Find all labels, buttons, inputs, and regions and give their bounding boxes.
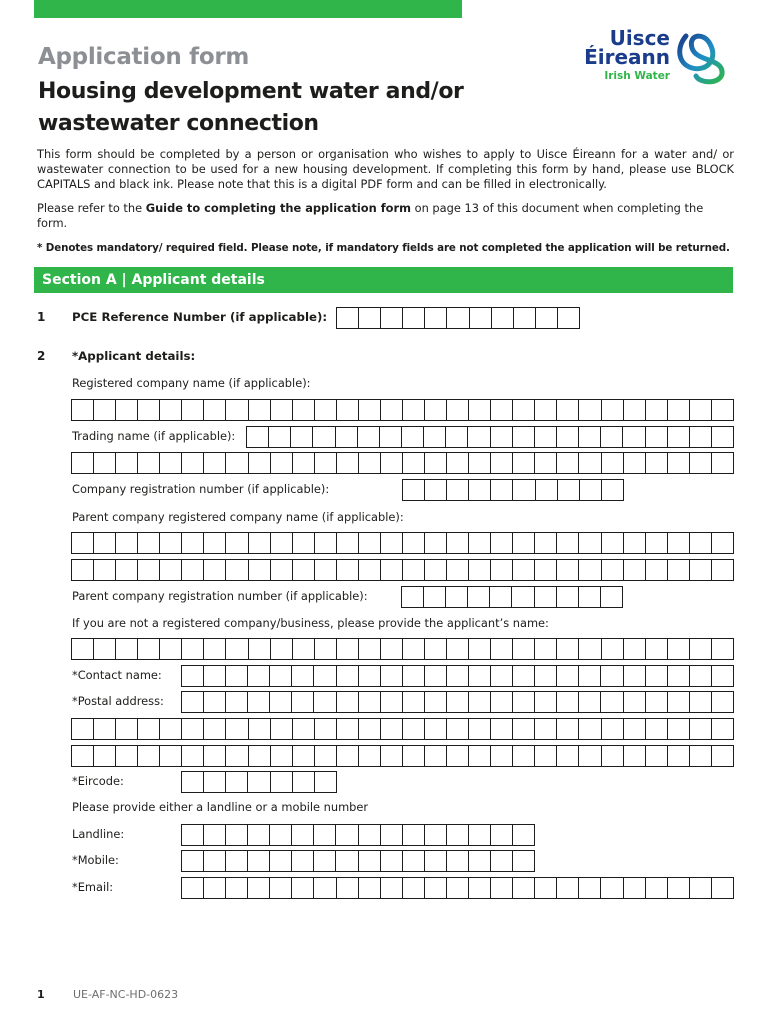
section-a-header: Section A | Applicant details <box>34 267 733 293</box>
guide-link: Guide to completing the application form <box>145 201 411 215</box>
form-title: Application form <box>38 44 250 70</box>
landline-label: Landline: <box>72 827 125 841</box>
parent-company-reg-number-input[interactable] <box>401 586 623 608</box>
contact-name-input[interactable] <box>181 665 734 687</box>
trading-name-label: Trading name (if applicable): <box>72 429 236 443</box>
email-input[interactable] <box>181 877 734 899</box>
form-subtitle: Housing development water and/or wastewater connection <box>38 79 464 136</box>
postal-address-input-row-2[interactable] <box>71 718 734 740</box>
intro-paragraph: This form should be completed by a person or organisation who wishes to apply to Uisce Éireann for a water and/ or wastewater connection to be used for a new housing development. If completing this form by hand, please use BLOCK CAPITALS and black ink. Please note that this is a digital PDF form and can be filled in electronically. <box>37 147 734 191</box>
postal-address-input-row-1[interactable] <box>181 691 734 713</box>
eircode-input[interactable] <box>181 771 337 793</box>
refer-post: on page 13 of this document when completing the form. <box>37 201 704 230</box>
water-ribbon-icon <box>674 28 734 86</box>
eircode-label: *Eircode: <box>72 774 124 788</box>
logo-word-eireann: Éireann <box>584 45 670 69</box>
contact-name-label: *Contact name: <box>72 668 162 682</box>
registered-company-label: Registered company name (if applicable): <box>72 376 311 390</box>
registered-company-input[interactable] <box>71 399 734 421</box>
pce-reference-label: PCE Reference Number (if applicable): <box>72 310 328 324</box>
mobile-label: *Mobile: <box>72 853 119 867</box>
phone-instruction: Please provide either a landline or a mobile number <box>72 800 369 814</box>
guide-reference <box>37 201 734 231</box>
parent-company-name-label: Parent company registered company name (if applicable): <box>72 510 404 524</box>
landline-input[interactable] <box>181 824 535 846</box>
applicant-name-input[interactable] <box>71 638 734 660</box>
logo-word-irish-water: Irish Water <box>604 70 670 82</box>
mobile-input[interactable] <box>181 850 535 872</box>
top-accent-bar <box>34 0 462 18</box>
pce-reference-input[interactable] <box>336 307 580 329</box>
email-label: *Email: <box>72 880 114 894</box>
mandatory-note: * Denotes mandatory/ required field. Please note, if mandatory fields are not completed the application will be returned. <box>37 242 730 254</box>
refer-pre: Please refer to the <box>37 201 146 215</box>
parent-company-name-input-row-2[interactable] <box>71 559 734 581</box>
company-reg-number-input[interactable] <box>402 479 624 501</box>
applicant-name-instruction: If you are not a registered company/business, please provide the applicant’s name: <box>72 616 549 630</box>
trading-name-input-row-2[interactable] <box>71 452 734 474</box>
uisce-eireann-logo <box>580 28 740 88</box>
document-code: UE-AF-NC-HD-0623 <box>73 988 179 1001</box>
parent-company-name-input-row-1[interactable] <box>71 532 734 554</box>
applicant-details-label: *Applicant details: <box>72 349 196 363</box>
postal-address-label: *Postal address: <box>72 694 164 708</box>
parent-company-reg-number-label: Parent company registration number (if applicable): <box>72 589 368 603</box>
question-1-number: 1 <box>37 310 46 324</box>
logo-word-uisce: Uisce <box>609 26 670 50</box>
page-number: 1 <box>37 988 45 1001</box>
company-reg-number-label: Company registration number (if applicable): <box>72 482 330 496</box>
question-2-number: 2 <box>37 349 46 363</box>
trading-name-input-row-1[interactable] <box>246 426 734 448</box>
postal-address-input-row-3[interactable] <box>71 745 734 767</box>
